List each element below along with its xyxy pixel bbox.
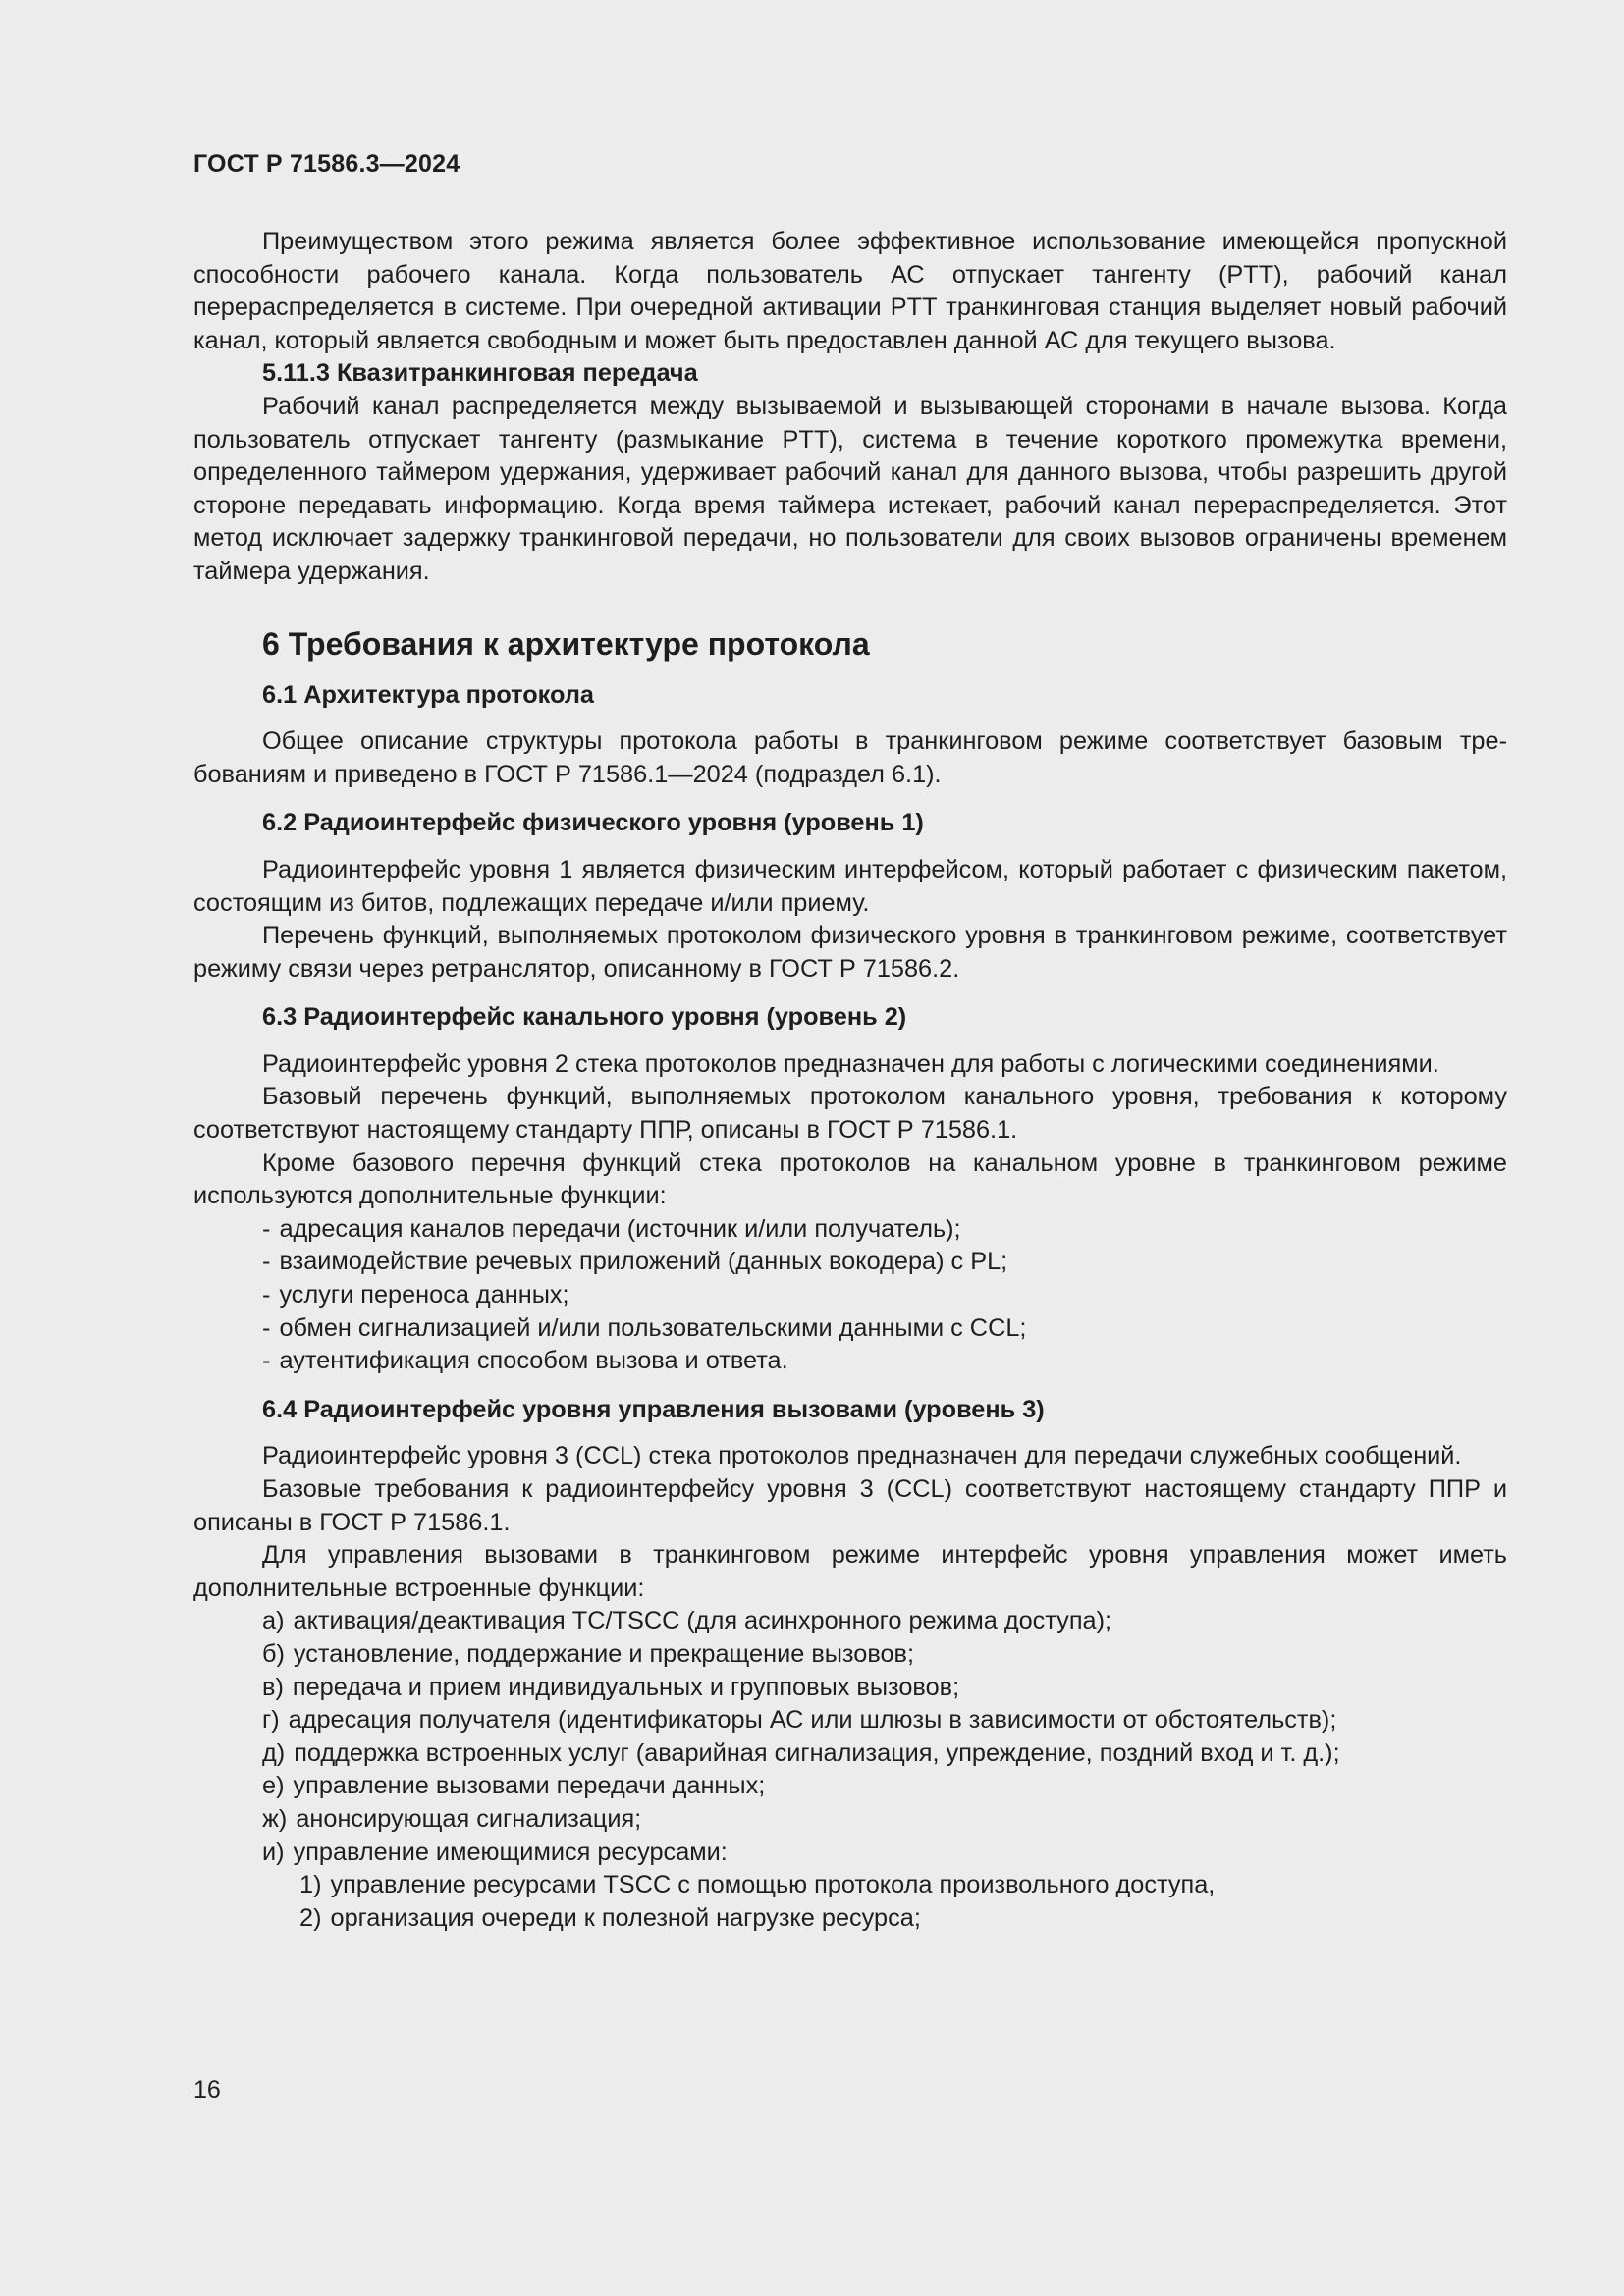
list-marker: а): [262, 1607, 285, 1635]
list-marker: -: [262, 1281, 271, 1309]
list-item: [193, 1837, 1507, 1870]
list-item-text: управление ресурсами TSCC с помощью протокола произвольного доступа,: [330, 1871, 1216, 1899]
list-marker: 2): [299, 1903, 322, 1932]
subsection-heading: 6.2 Радиоинтерфейс физического уровня (уровень 1): [262, 809, 924, 837]
list-item-text: активация/деактивация TC/TSCC (для асинхронного режима доступа);: [293, 1607, 1112, 1635]
list-marker: и): [262, 1838, 285, 1866]
list-item: [193, 1737, 1507, 1771]
paragraph: Радиоинтерфейс уровня 2 стека протоколов предназначен для работы с логическими соединениями.: [262, 1049, 1439, 1078]
call-control-list: [193, 1605, 1507, 1935]
paragraph: Радиоинтерфейс уровня 1 является физическим интерфейсом, который работает с физическим пакетом, состоящим из битов, подлежащих передаче и/или приему.: [193, 855, 1507, 917]
section-heading: 6 Требования к архитектуре протокола: [262, 625, 870, 662]
paragraph: Рабочий канал распределяется между вызываемой и вызывающей сторонами в начале вызова. Когда пользователь отпускает тангенту (размыкание PTT), система в течение короткого промежутка времени, определенного таймером удержания, удерживает рабочий канал для данного вызова, чтобы разрешить другой стороне передавать информацию. Когда время таймера истекает, рабочий канал перераспределяется. Этот метод исключает задержку транкинговой передачи, но пользователи для своих вызовов ограничены временем таймера удержания.: [193, 392, 1507, 585]
list-marker: г): [262, 1706, 280, 1735]
subsection-heading: 5.11.3 Квазитранкинговая передача: [262, 359, 698, 388]
paragraph: Для управления вызовами в транкинговом режиме интерфейс уровня управления может иметь дополнительные встроенные функции:: [193, 1541, 1507, 1602]
list-item-text: обмен сигнализацией и/или пользовательскими данными с CCL;: [279, 1313, 1027, 1342]
list-marker: д): [262, 1738, 286, 1767]
list-marker: 1): [299, 1871, 322, 1899]
nested-list-item: [193, 1902, 1507, 1936]
list-item: [193, 1345, 1507, 1378]
function-list: [193, 1213, 1507, 1378]
list-item-text: передача и прием индивидуальных и групповых вызовов;: [292, 1673, 960, 1701]
list-marker: -: [262, 1248, 271, 1276]
paragraph: Базовый перечень функций, выполняемых протоколом канального уровня, требования к которому соответствуют настоящему стандарту ППР, описаны в ГОСТ Р 71586.1.: [193, 1083, 1507, 1145]
paragraph: Радиоинтерфейс уровня 3 (CCL) стека протоколов предназначен для передачи служебных сообщений.: [262, 1442, 1462, 1470]
list-item-text: установление, поддержание и прекращение вызовов;: [293, 1639, 915, 1668]
paragraph: Преимуществом этого режима является более эффективное использование имеющейся пропускной способности рабочего канала. Когда пользователь АС отпускает тангенту (PTT), рабочий канал перераспределяется в системе. При очередной активации PTT транкинговая станция выделяет новый рабочий канал, который является свободным и может быть предоставлен данной АС для текущего вызова.: [193, 228, 1507, 354]
subsection-heading: 6.3 Радиоинтерфейс канального уровня (уровень 2): [262, 1003, 907, 1032]
list-item-text: анонсирующая сигнализация;: [296, 1804, 642, 1833]
list-item: [193, 1672, 1507, 1705]
list-item: [193, 1803, 1507, 1837]
list-item-text: взаимодействие речевых приложений (данных вокодера) с PL;: [279, 1248, 1008, 1276]
list-marker: -: [262, 1214, 271, 1243]
list-marker: б): [262, 1639, 285, 1668]
list-marker: в): [262, 1673, 284, 1701]
list-item-text: поддержка встроенных услуг (аварийная сигнализация, упреждение, поздний вход и т. д.);: [294, 1738, 1340, 1767]
list-item-text: адресация каналов передачи (источник и/или получатель);: [279, 1214, 961, 1243]
list-item-text: адресация получателя (идентификаторы АС или шлюзы в зависимости от обстоятельств);: [288, 1706, 1337, 1735]
list-item: [193, 1246, 1507, 1279]
list-item-text: аутентификация способом вызова и ответа.: [279, 1347, 788, 1375]
list-marker: е): [262, 1772, 285, 1800]
list-marker: -: [262, 1347, 271, 1375]
document-body: [193, 226, 1507, 1935]
list-item: [193, 1312, 1507, 1346]
list-item: [193, 1605, 1507, 1638]
list-item: [193, 1279, 1507, 1312]
list-item-text: управление вызовами передачи данных;: [293, 1772, 766, 1800]
list-item-text: управление имеющимися ресурсами:: [293, 1838, 728, 1866]
list-item: [193, 1213, 1507, 1247]
paragraph: Общее описание структуры протокола работы в транкинговом режиме соответствует базовым требованиям и приведено в ГОСТ Р 71586.1—2024 (подраздел 6.1).: [193, 727, 1507, 788]
subsection-heading: 6.1 Архитектура протокола: [262, 680, 594, 709]
paragraph: Перечень функций, выполняемых протоколом физического уровня в транкинговом режиме, соответствует режиму связи через ретранслятор, описанному в ГОСТ Р 71586.2.: [193, 922, 1507, 983]
nested-list-item: [193, 1869, 1507, 1902]
page-number: 16: [193, 2076, 221, 2104]
list-item: [193, 1638, 1507, 1672]
paragraph: Базовые требования к радиоинтерфейсу уровня 3 (CCL) соответствуют настоящему стандарту ППР и описаны в ГОСТ Р 71586.1.: [193, 1475, 1507, 1536]
list-marker: -: [262, 1313, 271, 1342]
paragraph: Кроме базового перечня функций стека протоколов на канальном уровне в транкинговом режиме используются дополнительные функции:: [193, 1148, 1507, 1210]
list-marker: ж): [262, 1804, 288, 1833]
list-item-text: организация очереди к полезной нагрузке ресурса;: [330, 1903, 921, 1932]
list-item: [193, 1704, 1507, 1737]
document-header: ГОСТ Р 71586.3—2024: [193, 150, 460, 178]
list-item-text: услуги переноса данных;: [279, 1281, 569, 1309]
list-item: [193, 1770, 1507, 1803]
subsection-heading: 6.4 Радиоинтерфейс уровня управления вызовами (уровень 3): [262, 1395, 1045, 1423]
